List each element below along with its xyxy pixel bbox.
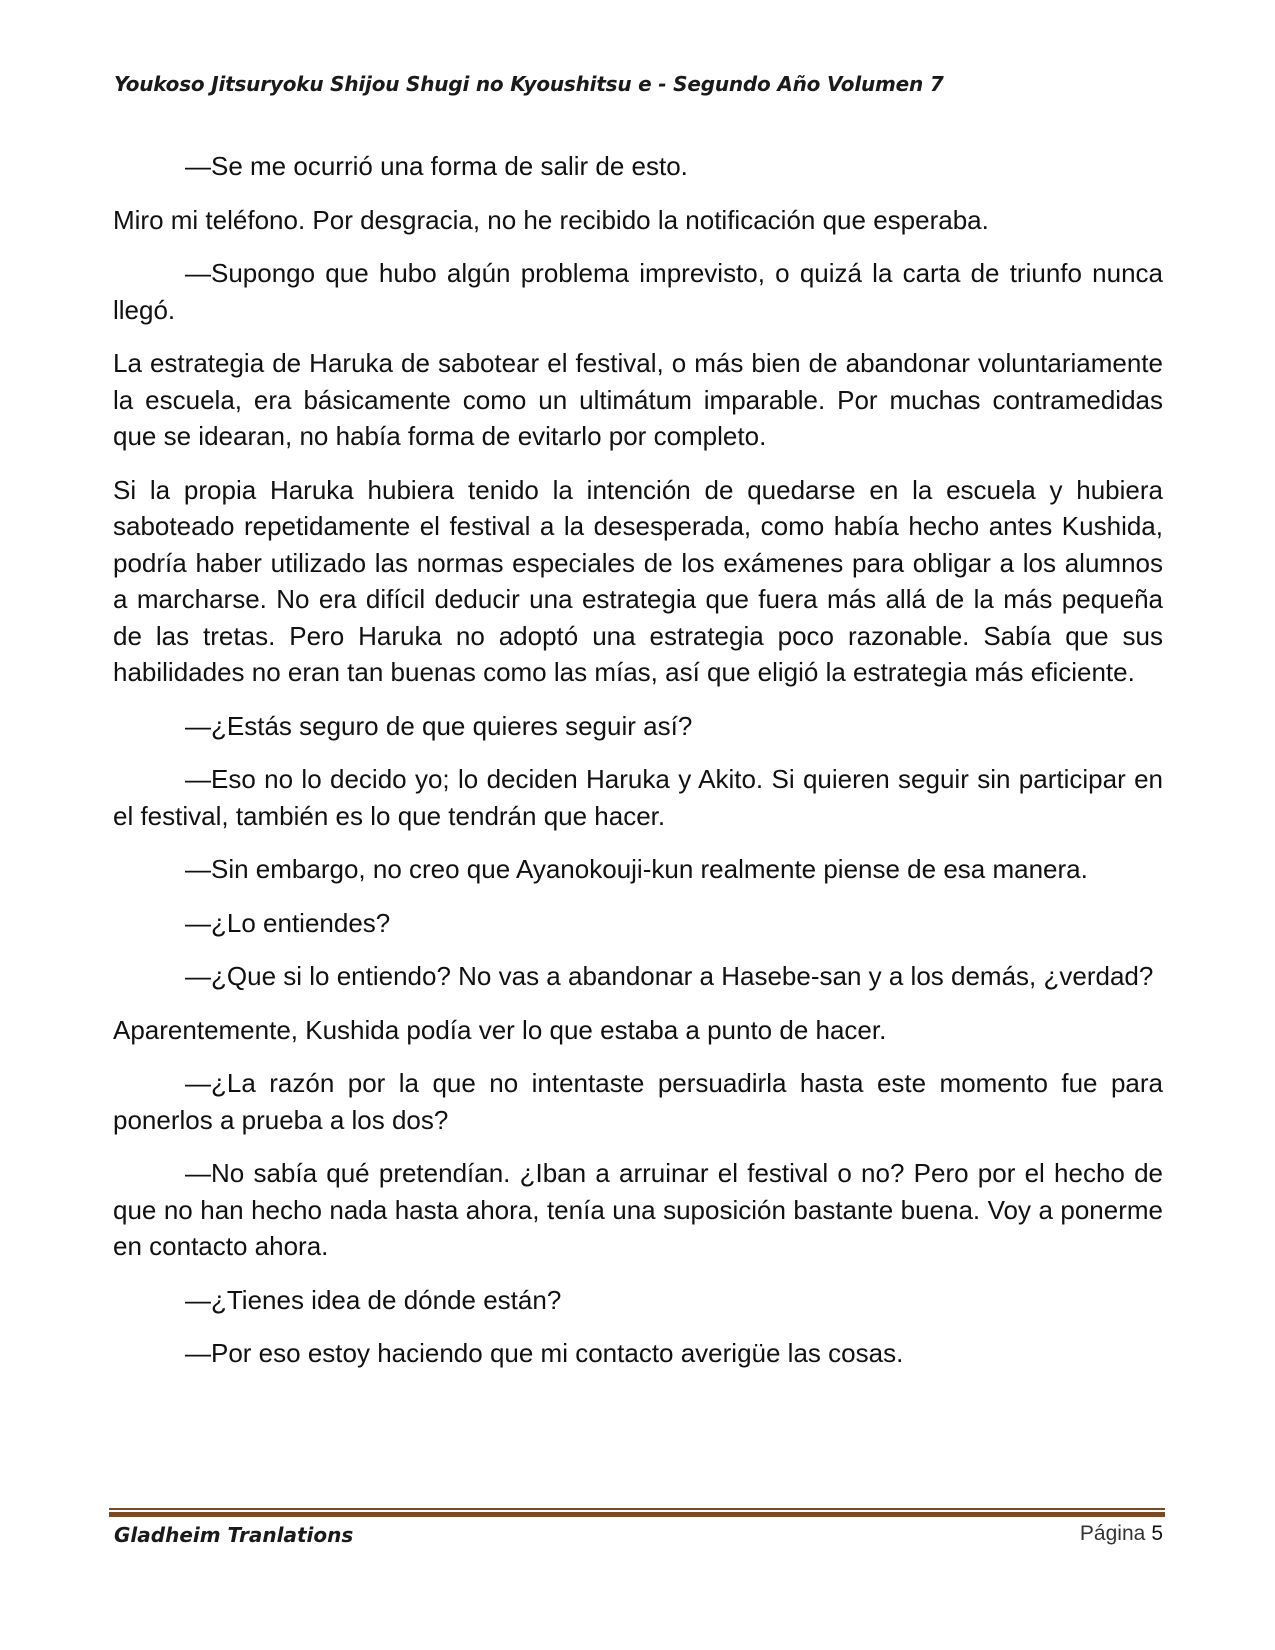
paragraph: —¿Lo entiendes?	[185, 907, 391, 938]
paragraph: —¿La razón por la que no intentaste persuadirla hasta este momento fue para ponerlos a prueba a los dos?	[113, 1068, 1163, 1135]
paragraph: Miro mi teléfono. Por desgracia, no he recibido la notificación que esperaba.	[113, 204, 989, 235]
paragraph: —Se me ocurrió una forma de salir de esto.	[185, 151, 688, 181]
paragraph: —Por eso estoy haciendo que mi contacto averigüe las cosas.	[185, 1338, 904, 1368]
body-text	[113, 148, 1163, 1389]
page-number-block	[1080, 1522, 1163, 1546]
footer-credit: Gladheim Tranlations	[114, 1523, 354, 1547]
footer-divider-thick	[109, 1512, 1165, 1517]
page-number: 5	[1151, 1522, 1163, 1545]
footer-divider-thin	[109, 1508, 1165, 1510]
paragraph: —No sabía qué pretendían. ¿Iban a arruinar el festival o no? Pero por el hecho de que no han hecho nada hasta ahora, tenía una suposición bastante buena. Voy a ponerme en contacto ahora.	[113, 1158, 1163, 1261]
paragraph: —¿Tienes idea de dónde están?	[185, 1284, 562, 1315]
footer-divider	[109, 1508, 1165, 1517]
paragraph: Si la propia Haruka hubiera tenido la intención de quedarse en la escuela y hubiera saboteado repetidamente el festival a la desesperada, como había hecho antes Kushida, podría haber utilizado las normas especiales de los exámenes para obligar a los alumnos a marcharse. No era difícil deducir una estrategia que fuera más allá de la más pequeña de las tretas. Pero Haruka no adoptó una estrategia poco razonable. Sabía que sus habilidades no eran tan buenas como las mías, así que eligió la estrategia más eficiente.	[113, 474, 1163, 687]
paragraph: —¿Que si lo entiendo? No vas a abandonar a Hasebe-san y a los demás, ¿verdad?	[185, 961, 1154, 991]
paragraph: —Sin embargo, no creo que Ayanokouji-kun realmente piense de esa manera.	[185, 854, 1088, 884]
page-label: Página	[1079, 1522, 1146, 1545]
paragraph: —Supongo que hubo algún problema imprevisto, o quizá la carta de triunfo nunca llegó.	[113, 258, 1163, 325]
running-header: Youkoso Jitsuryoku Shijou Shugi no Kyoushitsu e - Segundo Año Volumen 7	[114, 72, 944, 96]
paragraph: Aparentemente, Kushida podía ver lo que estaba a punto de hacer.	[113, 1014, 887, 1045]
paragraph: —¿Estás seguro de que quieres seguir así?	[185, 710, 693, 741]
paragraph: —Eso no lo decido yo; lo deciden Haruka y Akito. Si quieren seguir sin participar en el festival, también es lo que tendrán que hacer.	[113, 764, 1163, 831]
paragraph: La estrategia de Haruka de sabotear el festival, o más bien de abandonar voluntariamente la escuela, era básicamente como un ultimátum imparable. Por muchas contramedidas que se idearan, no había forma de evitarlo por completo.	[113, 348, 1163, 451]
